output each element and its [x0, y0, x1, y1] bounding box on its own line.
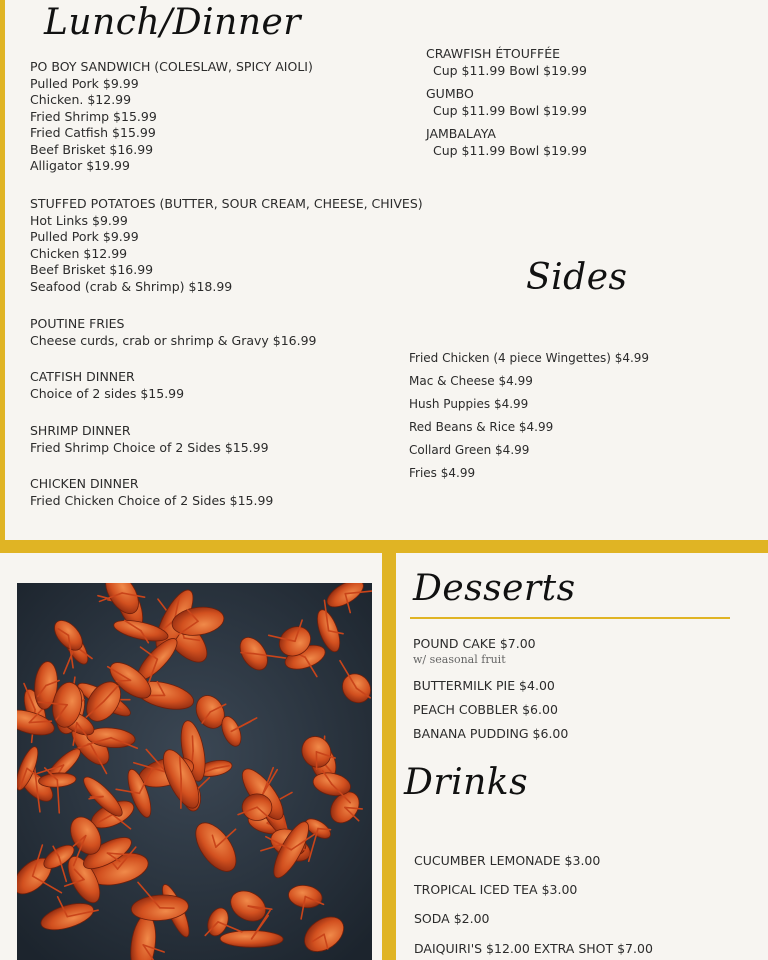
shrimp-description: Fried Shrimp Choice of 2 Sides $15.99: [30, 439, 269, 455]
stuffed-potatoes-heading: STUFFED POTATOES (BUTTER, SOUR CREAM, CHEESE, CHIVES): [30, 196, 423, 211]
crawfish-prices: Cup $11.99 Bowl $19.99: [433, 62, 587, 78]
lunch-dinner-title: Lunch/Dinner: [44, 2, 302, 43]
shrimp-section: [30, 423, 269, 456]
catfish-section: [30, 369, 184, 402]
crawfish-illustration: [17, 583, 372, 960]
side-item: Red Beans & Rice $4.99: [409, 420, 554, 434]
catfish-heading: CATFISH DINNER: [30, 369, 135, 384]
pudding-row: [413, 726, 568, 743]
po-boy-heading: PO BOY SANDWICH (COLESLAW, SPICY AIOLI): [30, 59, 313, 74]
pound-cake-item: POUND CAKE $7.00: [413, 636, 536, 651]
po-boy-section: [30, 59, 313, 175]
stuffed-potatoes-section: [30, 196, 423, 295]
sides-list: [409, 347, 649, 485]
pound-cake-note: w/ seasonal fruit: [413, 652, 506, 666]
shrimp-heading: SHRIMP DINNER: [30, 423, 131, 438]
side-item: Hush Puppies $4.99: [409, 397, 529, 411]
left-accent-bar: [0, 0, 5, 545]
menu-item: Pulled Pork $9.99: [30, 75, 139, 91]
buttermilk-pie-item: BUTTERMILK PIE $4.00: [413, 678, 555, 693]
banana-pudding-item: BANANA PUDDING $6.00: [413, 726, 569, 741]
desserts-underline: [410, 617, 730, 619]
daiquiri-item: DAIQUIRI'S $12.00 EXTRA SHOT $7.00: [414, 941, 653, 956]
drink-row-daiquiri: [414, 941, 653, 958]
menu-item: Alligator $19.99: [30, 158, 130, 173]
gumbo-section: [426, 86, 587, 119]
chicken-heading: CHICKEN DINNER: [30, 476, 139, 491]
desserts-title: Desserts: [413, 568, 576, 609]
poutine-section: [30, 316, 317, 349]
peach-cobbler-item: PEACH COBBLER $6.00: [413, 702, 558, 717]
menu-item: Chicken. $12.99: [30, 92, 132, 107]
menu-item: Hot Links $9.99: [30, 212, 128, 228]
jambalaya-section: [426, 126, 587, 159]
menu-item: Pulled Pork $9.99: [30, 229, 139, 244]
vertical-divider-band: [382, 540, 396, 960]
gumbo-heading: GUMBO: [426, 86, 474, 101]
soda-item: SODA $2.00: [414, 911, 490, 926]
tropical-iced-tea-item: TROPICAL ICED TEA $3.00: [414, 882, 578, 897]
poutine-description: Cheese curds, crab or shrimp & Gravy $16.99: [30, 332, 317, 348]
menu-item: Fried Shrimp $15.99: [30, 108, 157, 124]
drinks-title: Drinks: [404, 762, 529, 803]
chicken-description: Fried Chicken Choice of 2 Sides $15.99: [30, 492, 274, 508]
drink-row-soda: [414, 911, 490, 928]
catfish-description: Choice of 2 sides $15.99: [30, 385, 185, 401]
gumbo-prices: Cup $11.99 Bowl $19.99: [433, 102, 587, 118]
side-item: Fries $4.99: [409, 466, 476, 480]
jambalaya-heading: JAMBALAYA: [426, 126, 496, 141]
menu-item: Chicken $12.99: [30, 245, 128, 261]
chicken-section: [30, 476, 273, 509]
menu-item: Seafood (crab & Shrimp) $18.99: [30, 278, 233, 294]
menu-item: Beef Brisket $16.99: [30, 141, 154, 157]
side-item: Collard Green $4.99: [409, 443, 530, 457]
crawfish-section: [426, 46, 587, 79]
sides-title: Sides: [526, 257, 628, 298]
poutine-heading: POUTINE FRIES: [30, 316, 125, 331]
cucumber-lemonade-item: CUCUMBER LEMONADE $3.00: [414, 853, 601, 868]
menu-item: Beef Brisket $16.99: [30, 262, 154, 277]
drink-row-tea: [414, 882, 577, 899]
cobbler-row: [413, 702, 558, 719]
crawfish-photo: [17, 583, 372, 960]
drink-row-lemonade: [414, 853, 600, 870]
side-item: Mac & Cheese $4.99: [409, 374, 533, 388]
jambalaya-prices: Cup $11.99 Bowl $19.99: [433, 142, 587, 158]
crawfish-heading: CRAWFISH ÉTOUFFÉE: [426, 46, 561, 61]
side-item: Fried Chicken (4 piece Wingettes) $4.99: [409, 351, 650, 365]
buttermilk-row: [413, 678, 555, 695]
desserts-list: [413, 636, 536, 667]
menu-item: Fried Catfish $15.99: [30, 125, 156, 140]
